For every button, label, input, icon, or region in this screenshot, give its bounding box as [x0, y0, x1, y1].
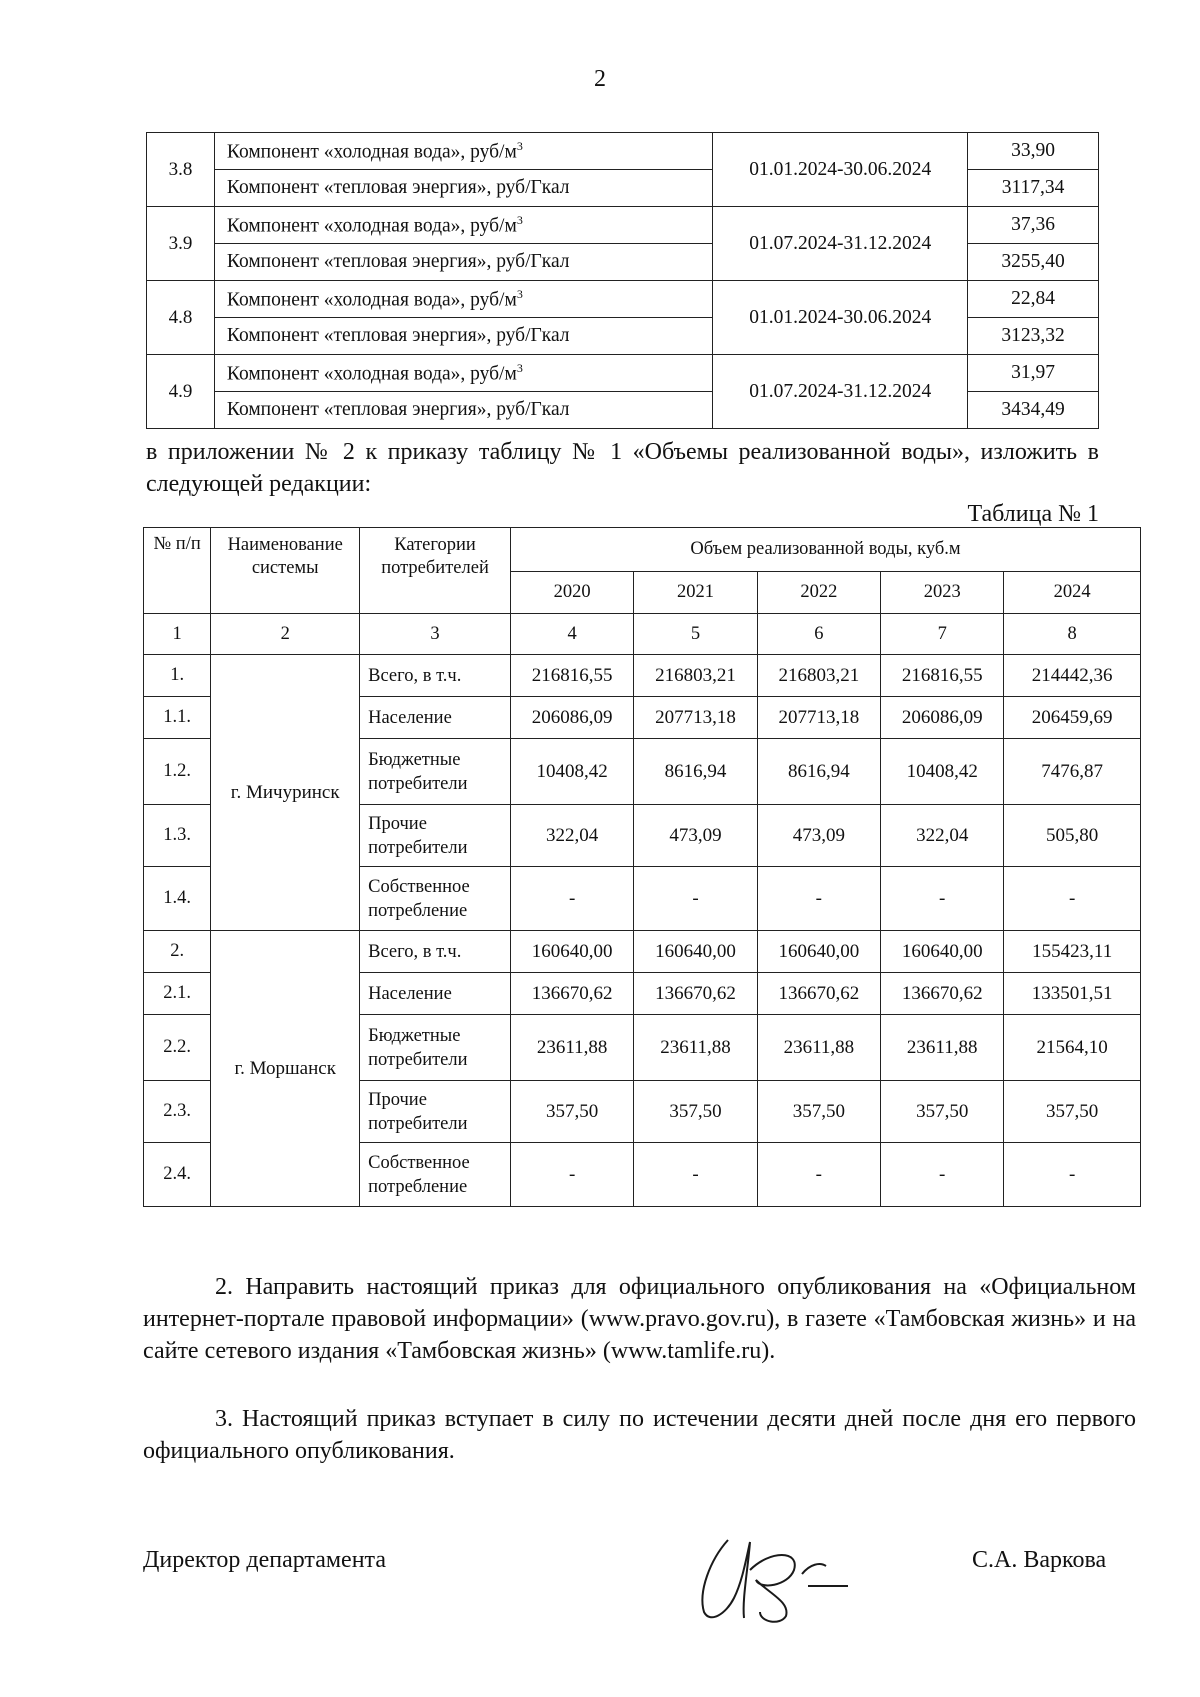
tariff-component-text: Компонент «холодная вода», руб/м: [226, 141, 517, 163]
column-index: 4: [510, 614, 633, 655]
volume-value: 322,04: [881, 805, 1004, 867]
consumer-category: Собственное потребление: [360, 867, 511, 931]
tariff-component-text: Компонент «тепловая энергия», руб/Гкал: [226, 399, 570, 420]
column-index: 1: [144, 614, 211, 655]
tariff-component-text: Компонент «холодная вода», руб/м: [226, 289, 517, 311]
year-header: 2020: [510, 572, 633, 614]
volume-value: 136670,62: [757, 973, 880, 1015]
volume-value: 160640,00: [634, 931, 757, 973]
tariff-period: 01.07.2024-31.12.2024: [713, 207, 968, 281]
header-system: Наименование системы: [211, 528, 360, 614]
tariff-row: [147, 355, 1099, 392]
tariff-component: [214, 207, 712, 244]
row-num: 1.3.: [144, 805, 211, 867]
volume-value: 160640,00: [757, 931, 880, 973]
volume-value: 214442,36: [1004, 655, 1141, 697]
year-header: 2022: [757, 572, 880, 614]
volume-value: -: [1004, 867, 1141, 931]
volume-value: 136670,62: [634, 973, 757, 1015]
row-num: 1.2.: [144, 739, 211, 805]
consumer-category: Население: [360, 697, 511, 739]
tariff-component: [214, 318, 712, 355]
tariff-num: 3.8: [147, 133, 215, 207]
volume-value: -: [510, 867, 633, 931]
tariff-value: 22,84: [968, 281, 1099, 318]
row-num: 1.: [144, 655, 211, 697]
volume-value: 357,50: [634, 1081, 757, 1143]
tariff-num: 4.8: [147, 281, 215, 355]
row-num: 1.1.: [144, 697, 211, 739]
volume-value: 207713,18: [634, 697, 757, 739]
consumer-category: Население: [360, 973, 511, 1015]
consumer-category: Всего, в т.ч.: [360, 655, 511, 697]
volume-value: 21564,10: [1004, 1015, 1141, 1081]
intro-paragraph: в приложении № 2 к приказу таблицу № 1 «Объемы реализованной воды», изложить в следующей редакции:: [146, 439, 1099, 497]
volume-value: 8616,94: [757, 739, 880, 805]
tariff-value: 33,90: [968, 133, 1099, 170]
tariff-row: [147, 281, 1099, 318]
volume-value: 473,09: [634, 805, 757, 867]
volume-value: -: [757, 867, 880, 931]
tariff-component: [214, 392, 712, 429]
volume-value: 206086,09: [881, 697, 1004, 739]
column-index: 8: [1004, 614, 1141, 655]
consumer-category: Собственное потребление: [360, 1143, 511, 1207]
volume-value: 473,09: [757, 805, 880, 867]
tariff-num: 4.9: [147, 355, 215, 429]
row-num: 1.4.: [144, 867, 211, 931]
tariff-value: 31,97: [968, 355, 1099, 392]
volume-row: [144, 931, 1141, 973]
tariff-component-text: Компонент «тепловая энергия», руб/Гкал: [226, 177, 570, 198]
consumer-category: Бюджетные потребители: [360, 1015, 511, 1081]
header-volume: Объем реализованной воды, куб.м: [510, 528, 1140, 572]
tariff-period: 01.07.2024-31.12.2024: [713, 355, 968, 429]
header-category: Категории потребителей: [360, 528, 511, 614]
volume-value: 136670,62: [881, 973, 1004, 1015]
header-num: № п/п: [144, 528, 211, 614]
column-index: 3: [360, 614, 511, 655]
consumer-category: Прочие потребители: [360, 1081, 511, 1143]
volume-value: 207713,18: [757, 697, 880, 739]
volume-value: 136670,62: [510, 973, 633, 1015]
row-num: 2.3.: [144, 1081, 211, 1143]
volume-value: 155423,11: [1004, 931, 1141, 973]
volume-value: 8616,94: [634, 739, 757, 805]
volume-value: 357,50: [757, 1081, 880, 1143]
volume-value: 505,80: [1004, 805, 1141, 867]
volume-value: 357,50: [881, 1081, 1004, 1143]
tariff-table: [146, 132, 1099, 429]
tariff-value: 3255,40: [968, 244, 1099, 281]
volume-value: 133501,51: [1004, 973, 1141, 1015]
unit-superscript: 3: [516, 138, 523, 153]
volume-value: 160640,00: [881, 931, 1004, 973]
table-caption: Таблица № 1: [967, 501, 1099, 527]
tariff-component-text: Компонент «холодная вода», руб/м: [226, 215, 517, 237]
volume-value: -: [634, 867, 757, 931]
paragraph-publication: 2. Направить настоящий приказ для официального опубликования на «Официальном интернет-портале правовой информации» (www.pravo.gov.ru), в газете «Тамбовская жизнь» и на сайте сетевого издания «Тамбовская жизнь» (www.tamlife.ru).: [143, 1274, 1136, 1364]
consumer-category: Бюджетные потребители: [360, 739, 511, 805]
tariff-component: [214, 170, 712, 207]
volume-value: -: [881, 867, 1004, 931]
tariff-component-text: Компонент «тепловая энергия», руб/Гкал: [226, 251, 570, 272]
volume-value: 7476,87: [1004, 739, 1141, 805]
volume-value: 216803,21: [634, 655, 757, 697]
volume-value: 23611,88: [634, 1015, 757, 1081]
row-num: 2.1.: [144, 973, 211, 1015]
signatory-name: С.А. Варкова: [972, 1547, 1107, 1573]
tariff-component: [214, 281, 712, 318]
volume-value: -: [881, 1143, 1004, 1207]
tariff-value: 3434,49: [968, 392, 1099, 429]
unit-superscript: 3: [516, 286, 523, 301]
column-index: 6: [757, 614, 880, 655]
signatory-position: Директор департамента: [143, 1547, 386, 1573]
consumer-category: Всего, в т.ч.: [360, 931, 511, 973]
page-number: 2: [594, 66, 606, 92]
column-index: 5: [634, 614, 757, 655]
tariff-component-text: Компонент «холодная вода», руб/м: [226, 363, 517, 385]
tariff-value: 37,36: [968, 207, 1099, 244]
system-name: г. Мичуринск: [211, 655, 360, 931]
tariff-period: 01.01.2024-30.06.2024: [713, 281, 968, 355]
tariff-row: [147, 207, 1099, 244]
row-num: 2.4.: [144, 1143, 211, 1207]
row-num: 2.2.: [144, 1015, 211, 1081]
tariff-component: [214, 244, 712, 281]
system-name: г. Моршанск: [211, 931, 360, 1207]
volume-value: 322,04: [510, 805, 633, 867]
tariff-component: [214, 133, 712, 170]
tariff-component: [214, 355, 712, 392]
volume-value: -: [757, 1143, 880, 1207]
tariff-row: [147, 133, 1099, 170]
consumer-category: Прочие потребители: [360, 805, 511, 867]
column-index: 2: [211, 614, 360, 655]
year-header: 2023: [881, 572, 1004, 614]
unit-superscript: 3: [516, 360, 523, 375]
volume-value: 357,50: [510, 1081, 633, 1143]
volume-value: 10408,42: [510, 739, 633, 805]
volume-value: 206459,69: [1004, 697, 1141, 739]
tariff-period: 01.01.2024-30.06.2024: [713, 133, 968, 207]
volume-value: 23611,88: [757, 1015, 880, 1081]
volume-value: 206086,09: [510, 697, 633, 739]
year-header: 2024: [1004, 572, 1141, 614]
volume-row: [144, 655, 1141, 697]
volume-value: 357,50: [1004, 1081, 1141, 1143]
volume-value: -: [634, 1143, 757, 1207]
volume-value: 216803,21: [757, 655, 880, 697]
volume-value: 216816,55: [510, 655, 633, 697]
column-index: 7: [881, 614, 1004, 655]
paragraph-effective-date: 3. Настоящий приказ вступает в силу по истечении десяти дней после дня его первого официального опубликования.: [143, 1406, 1136, 1464]
volume-value: -: [510, 1143, 633, 1207]
volume-value: 23611,88: [510, 1015, 633, 1081]
volume-value: 10408,42: [881, 739, 1004, 805]
tariff-component-text: Компонент «тепловая энергия», руб/Гкал: [226, 325, 570, 346]
tariff-value: 3117,34: [968, 170, 1099, 207]
volume-value: -: [1004, 1143, 1141, 1207]
year-header: 2021: [634, 572, 757, 614]
tariff-value: 3123,32: [968, 318, 1099, 355]
volume-value: 23611,88: [881, 1015, 1004, 1081]
handwritten-signature: [690, 1520, 880, 1630]
volume-value: 216816,55: [881, 655, 1004, 697]
row-num: 2.: [144, 931, 211, 973]
tariff-num: 3.9: [147, 207, 215, 281]
volume-value: 160640,00: [510, 931, 633, 973]
water-volumes-table: [143, 527, 1141, 1207]
unit-superscript: 3: [516, 212, 523, 227]
